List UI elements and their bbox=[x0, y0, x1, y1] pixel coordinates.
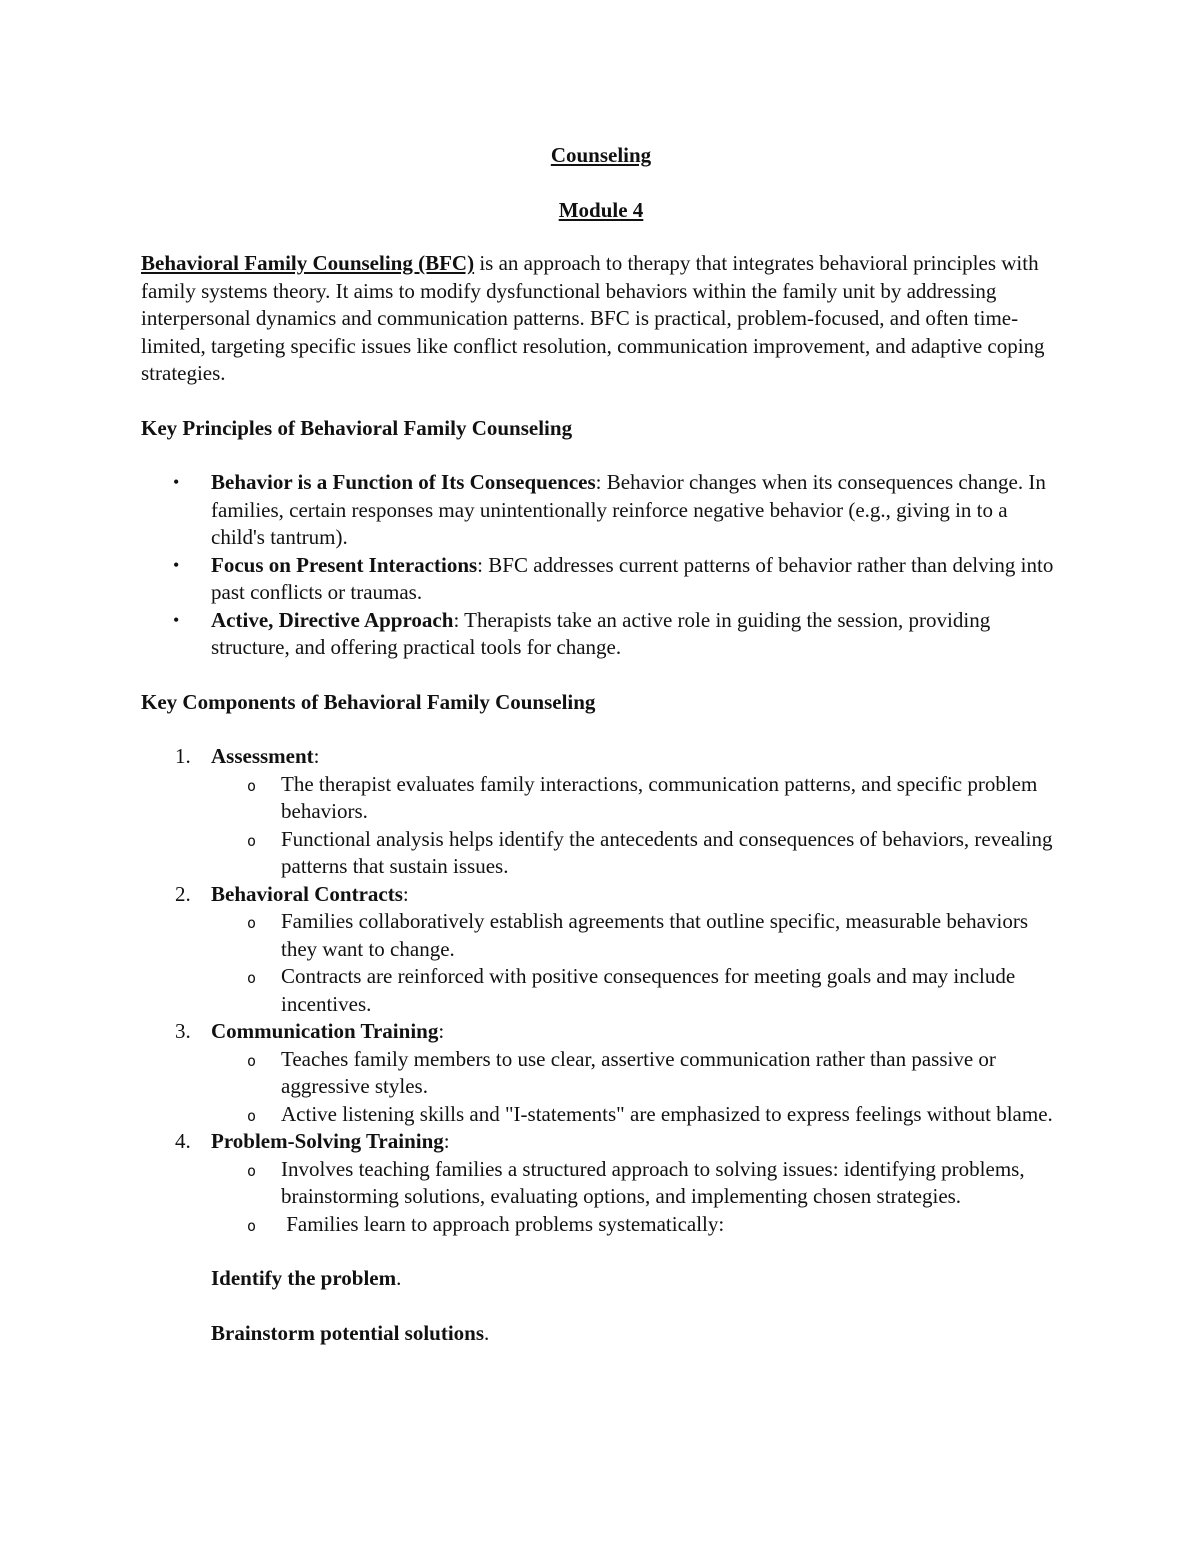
component-suffix: : bbox=[402, 881, 409, 906]
sub-list-item bbox=[211, 908, 1061, 963]
problem-solving-step bbox=[141, 1265, 1061, 1293]
principles-heading: Key Principles of Behavioral Family Counseling bbox=[141, 415, 573, 440]
sub-list-item bbox=[211, 1101, 1061, 1129]
item-number: 3. bbox=[175, 1019, 191, 1043]
circle-bullet-icon: o bbox=[247, 831, 257, 850]
subtitle-text: Module 4 bbox=[558, 197, 644, 222]
component-term: Problem-Solving Training bbox=[211, 1129, 444, 1153]
component-suffix: : bbox=[443, 1129, 450, 1153]
sub-list bbox=[211, 908, 1061, 1018]
circle-bullet-icon: o bbox=[247, 969, 257, 987]
sub-item-text: Teaches family members to use clear, assertive communication rather than passive or aggressive styles. bbox=[281, 1046, 996, 1098]
principles-list bbox=[141, 469, 1061, 662]
list-item bbox=[141, 607, 1061, 662]
sub-item-text: Contracts are reinforced with positive consequences for meeting goals and may include incentives. bbox=[281, 964, 1016, 1016]
circle-bullet-icon: o bbox=[247, 1106, 257, 1125]
component-term: Assessment bbox=[211, 744, 314, 768]
document-page bbox=[141, 140, 1061, 1347]
item-number: 4. bbox=[175, 1129, 191, 1153]
list-item bbox=[141, 743, 1061, 881]
circle-bullet-icon: o bbox=[247, 1051, 257, 1070]
sub-list-item bbox=[211, 826, 1061, 881]
component-term: Behavioral Contracts bbox=[211, 881, 403, 906]
step-term: Brainstorm potential solutions bbox=[211, 1320, 485, 1345]
circle-bullet-icon: o bbox=[247, 914, 257, 932]
sub-item-text: The therapist evaluates family interactions, communication patterns, and specific problem behaviors. bbox=[281, 771, 1038, 823]
sub-item-text: Families learn to approach problems systematically: bbox=[281, 1211, 725, 1236]
circle-bullet-icon: o bbox=[247, 776, 257, 795]
step-suffix: . bbox=[396, 1266, 402, 1290]
principle-text: : Behavior changes when its consequences change. In families, certain responses may unintentionally reinforce negative behavior (e.g., giving in to a child's tantrum). bbox=[211, 470, 1046, 549]
component-suffix: : bbox=[313, 744, 320, 768]
list-item bbox=[141, 552, 1061, 607]
principle-term: Active, Directive Approach bbox=[211, 607, 454, 632]
circle-bullet-icon: o bbox=[247, 1216, 257, 1235]
list-item bbox=[141, 881, 1061, 1019]
step-term: Identify the problem bbox=[211, 1266, 397, 1290]
principle-term: Focus on Present Interactions bbox=[211, 552, 478, 577]
principle-term: Behavior is a Function of Its Consequences bbox=[211, 470, 596, 494]
sub-list-item bbox=[211, 963, 1061, 1018]
list-item bbox=[141, 1018, 1061, 1128]
title-text: Counseling bbox=[550, 143, 652, 167]
sub-list-item bbox=[211, 771, 1061, 826]
principle-text: : BFC addresses current patterns of behavior rather than delving into past conflicts or traumas. bbox=[211, 552, 1054, 604]
sub-item-text: Involves teaching families a structured approach to solving issues: identifying problems, brainstorming solutions, evaluating options, and implementing chosen strategies. bbox=[281, 1156, 1025, 1208]
component-term: Communication Training bbox=[211, 1019, 439, 1043]
sub-list-item bbox=[211, 1046, 1061, 1101]
bullet-icon: • bbox=[173, 472, 180, 492]
list-item bbox=[141, 469, 1061, 552]
sub-list-item bbox=[211, 1156, 1061, 1211]
circle-bullet-icon: o bbox=[247, 1161, 257, 1180]
intro-text: is an approach to therapy that integrates behavioral principles with family systems theory. It aims to modify dysfunctional behaviors within the family unit by addressing interpersonal dynamics and communication patterns. BFC is practical, problem-focused, and often time-limited, targeting specific issues like conflict resolution, communication improvement, and adaptive coping strategies. bbox=[141, 251, 1045, 385]
components-heading: Key Components of Behavioral Family Counseling bbox=[141, 689, 596, 714]
step-suffix: . bbox=[484, 1320, 490, 1345]
intro-term: Behavioral Family Counseling (BFC) bbox=[141, 251, 475, 275]
sub-item-text: Functional analysis helps identify the antecedents and consequences of behaviors, revealing patterns that sustain issues. bbox=[281, 826, 1053, 878]
item-number: 2. bbox=[175, 881, 191, 906]
list-item bbox=[141, 1128, 1061, 1238]
sub-list bbox=[211, 771, 1061, 881]
sub-list bbox=[211, 1046, 1061, 1129]
bullet-icon: • bbox=[173, 609, 180, 630]
components-list bbox=[141, 743, 1061, 1238]
sub-list bbox=[211, 1156, 1061, 1239]
intro-paragraph bbox=[141, 250, 1061, 388]
sub-list-item bbox=[211, 1211, 1061, 1239]
document-subtitle bbox=[141, 197, 1061, 225]
principle-text: : Therapists take an active role in guiding the session, providing structure, and offering practical tools for change. bbox=[211, 607, 991, 659]
item-number: 1. bbox=[175, 744, 191, 768]
component-suffix: : bbox=[438, 1019, 445, 1043]
document-title bbox=[141, 142, 1061, 170]
problem-solving-step bbox=[141, 1320, 1061, 1348]
sub-item-text: Families collaboratively establish agreements that outline specific, measurable behaviors they want to change. bbox=[281, 909, 1029, 961]
bullet-icon: • bbox=[173, 554, 180, 575]
sub-item-text: Active listening skills and "I-statements" are emphasized to express feelings without blame. bbox=[281, 1101, 1053, 1126]
